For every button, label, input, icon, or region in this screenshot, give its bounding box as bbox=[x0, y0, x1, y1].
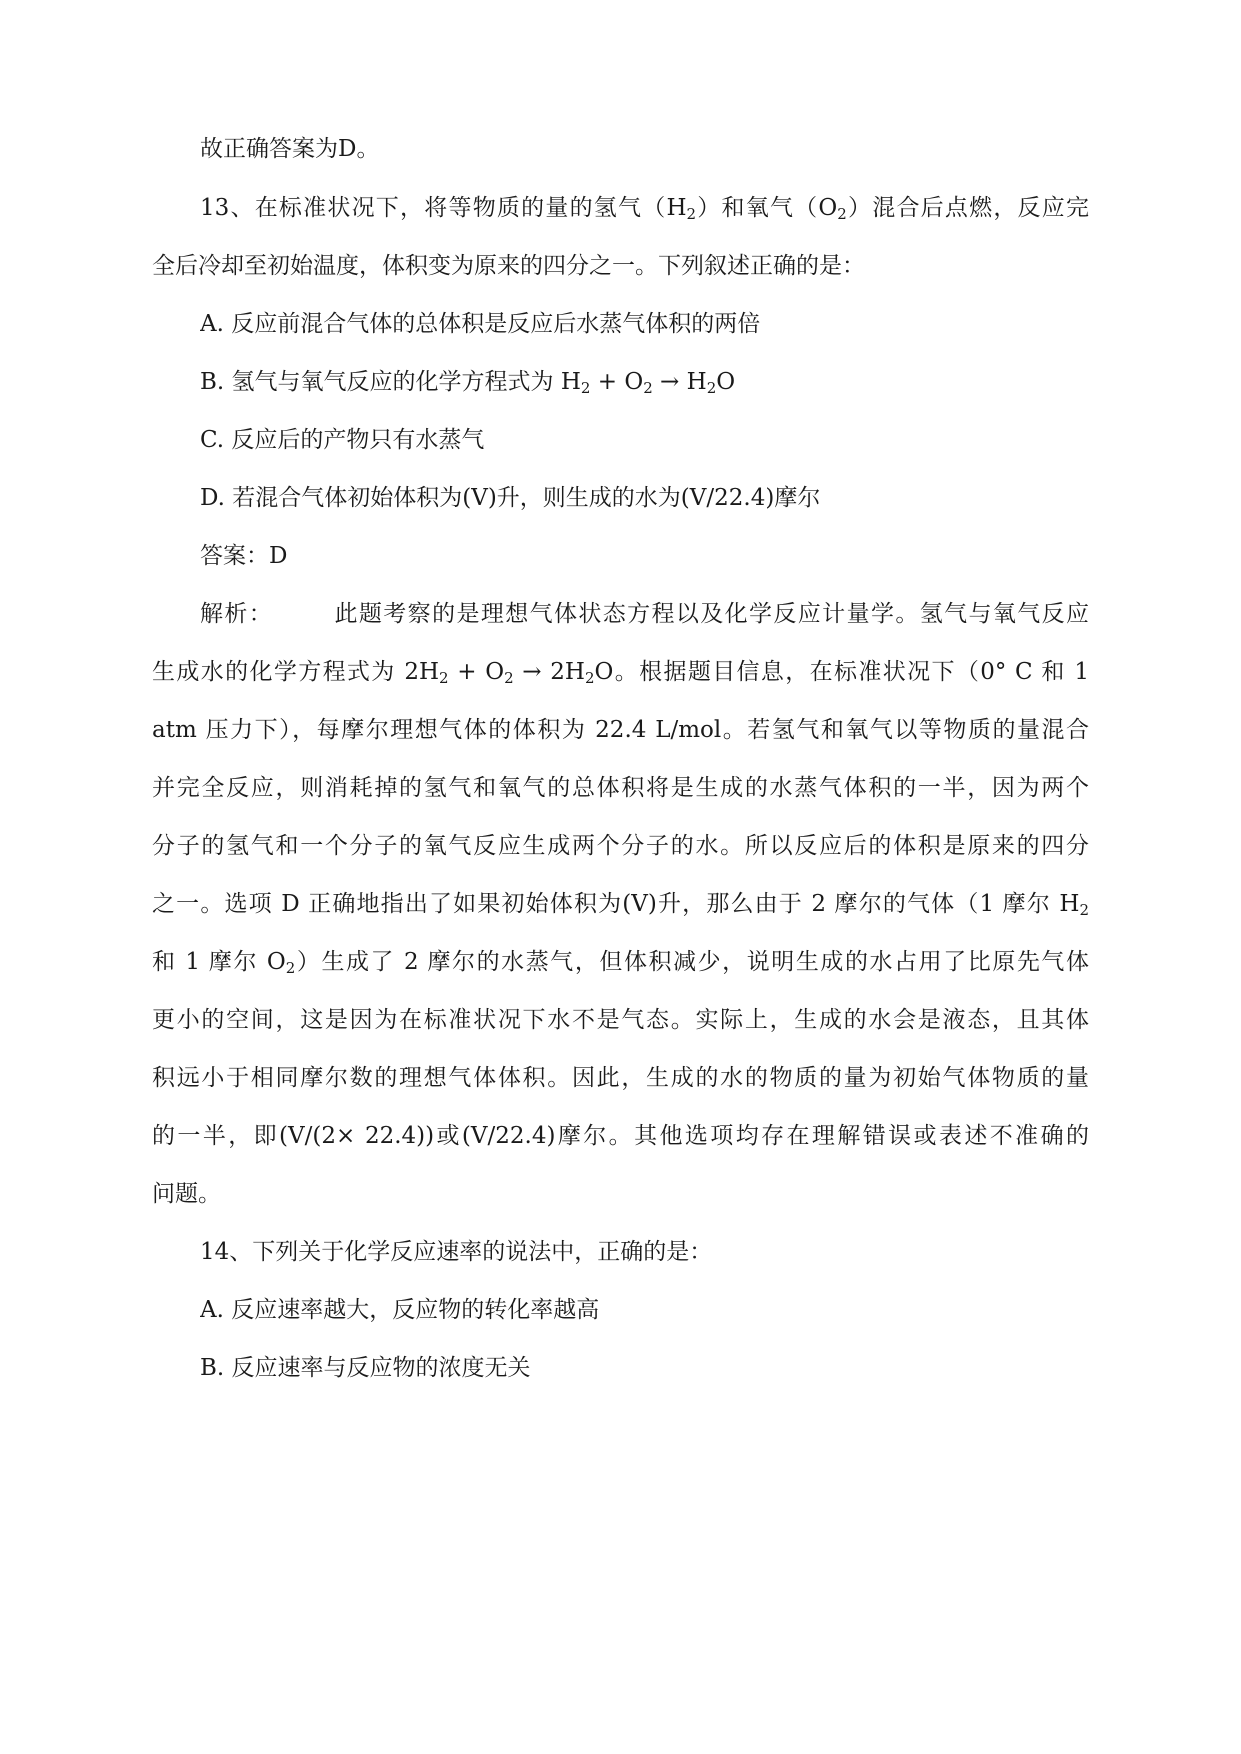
q13-analysis-line-7: 和 1 摩尔 $O_2$）生成了 2 摩尔的水蒸气，但体积减少，说明生成的水占用了比原先气体 bbox=[152, 949, 1089, 977]
q13-analysis-line-8: 更小的空间，这是因为在标准状况下水不是气态。实际上，生成的水会是液态，且其体 bbox=[152, 1007, 1089, 1033]
q13-analysis-line-5: 分子的氢气和一个分子的氧气反应生成两个分子的水。所以反应后的体积是原来的四分 bbox=[152, 833, 1089, 859]
analysis-label: 解析： bbox=[200, 601, 274, 627]
q13-stem-line-2: 全后冷却至初始温度，体积变为原来的四分之一。下列叙述正确的是： bbox=[152, 253, 865, 279]
q13-analysis-line-4: 并完全反应，则消耗掉的氢气和氧气的总体积将是生成的水蒸气体积的一半，因为两个 bbox=[152, 775, 1089, 801]
q13-analysis-line-11: 问题。 bbox=[152, 1181, 221, 1207]
q13-option-c: C. 反应后的产物只有水蒸气 bbox=[200, 427, 485, 453]
q13-answer: 答案：D bbox=[200, 543, 288, 569]
previous-conclusion: 故正确答案为D。 bbox=[200, 136, 380, 162]
q13-analysis-line-6: 之一。选项 D 正确地指出了如果初始体积为(V)升，那么由于 2 摩尔的气体（1 摩尔 $H_2$ bbox=[152, 891, 1089, 919]
q13-option-b: B. 氢气与氧气反应的化学方程式为 $H_2 + O_2 \to H_2O$ bbox=[200, 369, 736, 397]
q13-option-d: D. 若混合气体初始体积为(V)升，则生成的水为(V/22.4)摩尔 bbox=[200, 485, 821, 511]
q13-analysis-line-9: 积远小于相同摩尔数的理想气体体积。因此，生成的水的物质的量为初始气体物质的量 bbox=[152, 1065, 1089, 1091]
q14-option-b: B. 反应速率与反应物的浓度无关 bbox=[200, 1355, 531, 1381]
q13-analysis-line-10: 的一半，即(V/(2× 22.4))或(V/22.4)摩尔。其他选项均存在理解错误或表述不准确的 bbox=[152, 1123, 1089, 1149]
q13-analysis-line-1: 解析： 此题考察的是理想气体状态方程以及化学反应计量学。氢气与氧气反应 bbox=[200, 601, 1089, 627]
q14-option-a: A. 反应速率越大，反应物的转化率越高 bbox=[200, 1297, 600, 1323]
q13-stem-line-1: 13、在标准状况下，将等物质的量的氢气$(H_2)$和氧气$(O_2)$混合后点燃，反应完 bbox=[200, 195, 1089, 223]
q14-stem: 14、下列关于化学反应速率的说法中，正确的是： bbox=[200, 1239, 713, 1265]
q13-analysis-line-2: 生成水的化学方程式为 $2H_2 + O_2 \to 2H_2O$。根据题目信息，在标准状况下（0° C 和 1 bbox=[152, 659, 1089, 687]
q13-analysis-line-3: atm 压力下），每摩尔理想气体的体积为 22.4 L/mol。若氢气和氧气以等物质的量混合 bbox=[152, 717, 1089, 743]
q13-option-a: A. 反应前混合气体的总体积是反应后水蒸气体积的两倍 bbox=[200, 311, 761, 337]
